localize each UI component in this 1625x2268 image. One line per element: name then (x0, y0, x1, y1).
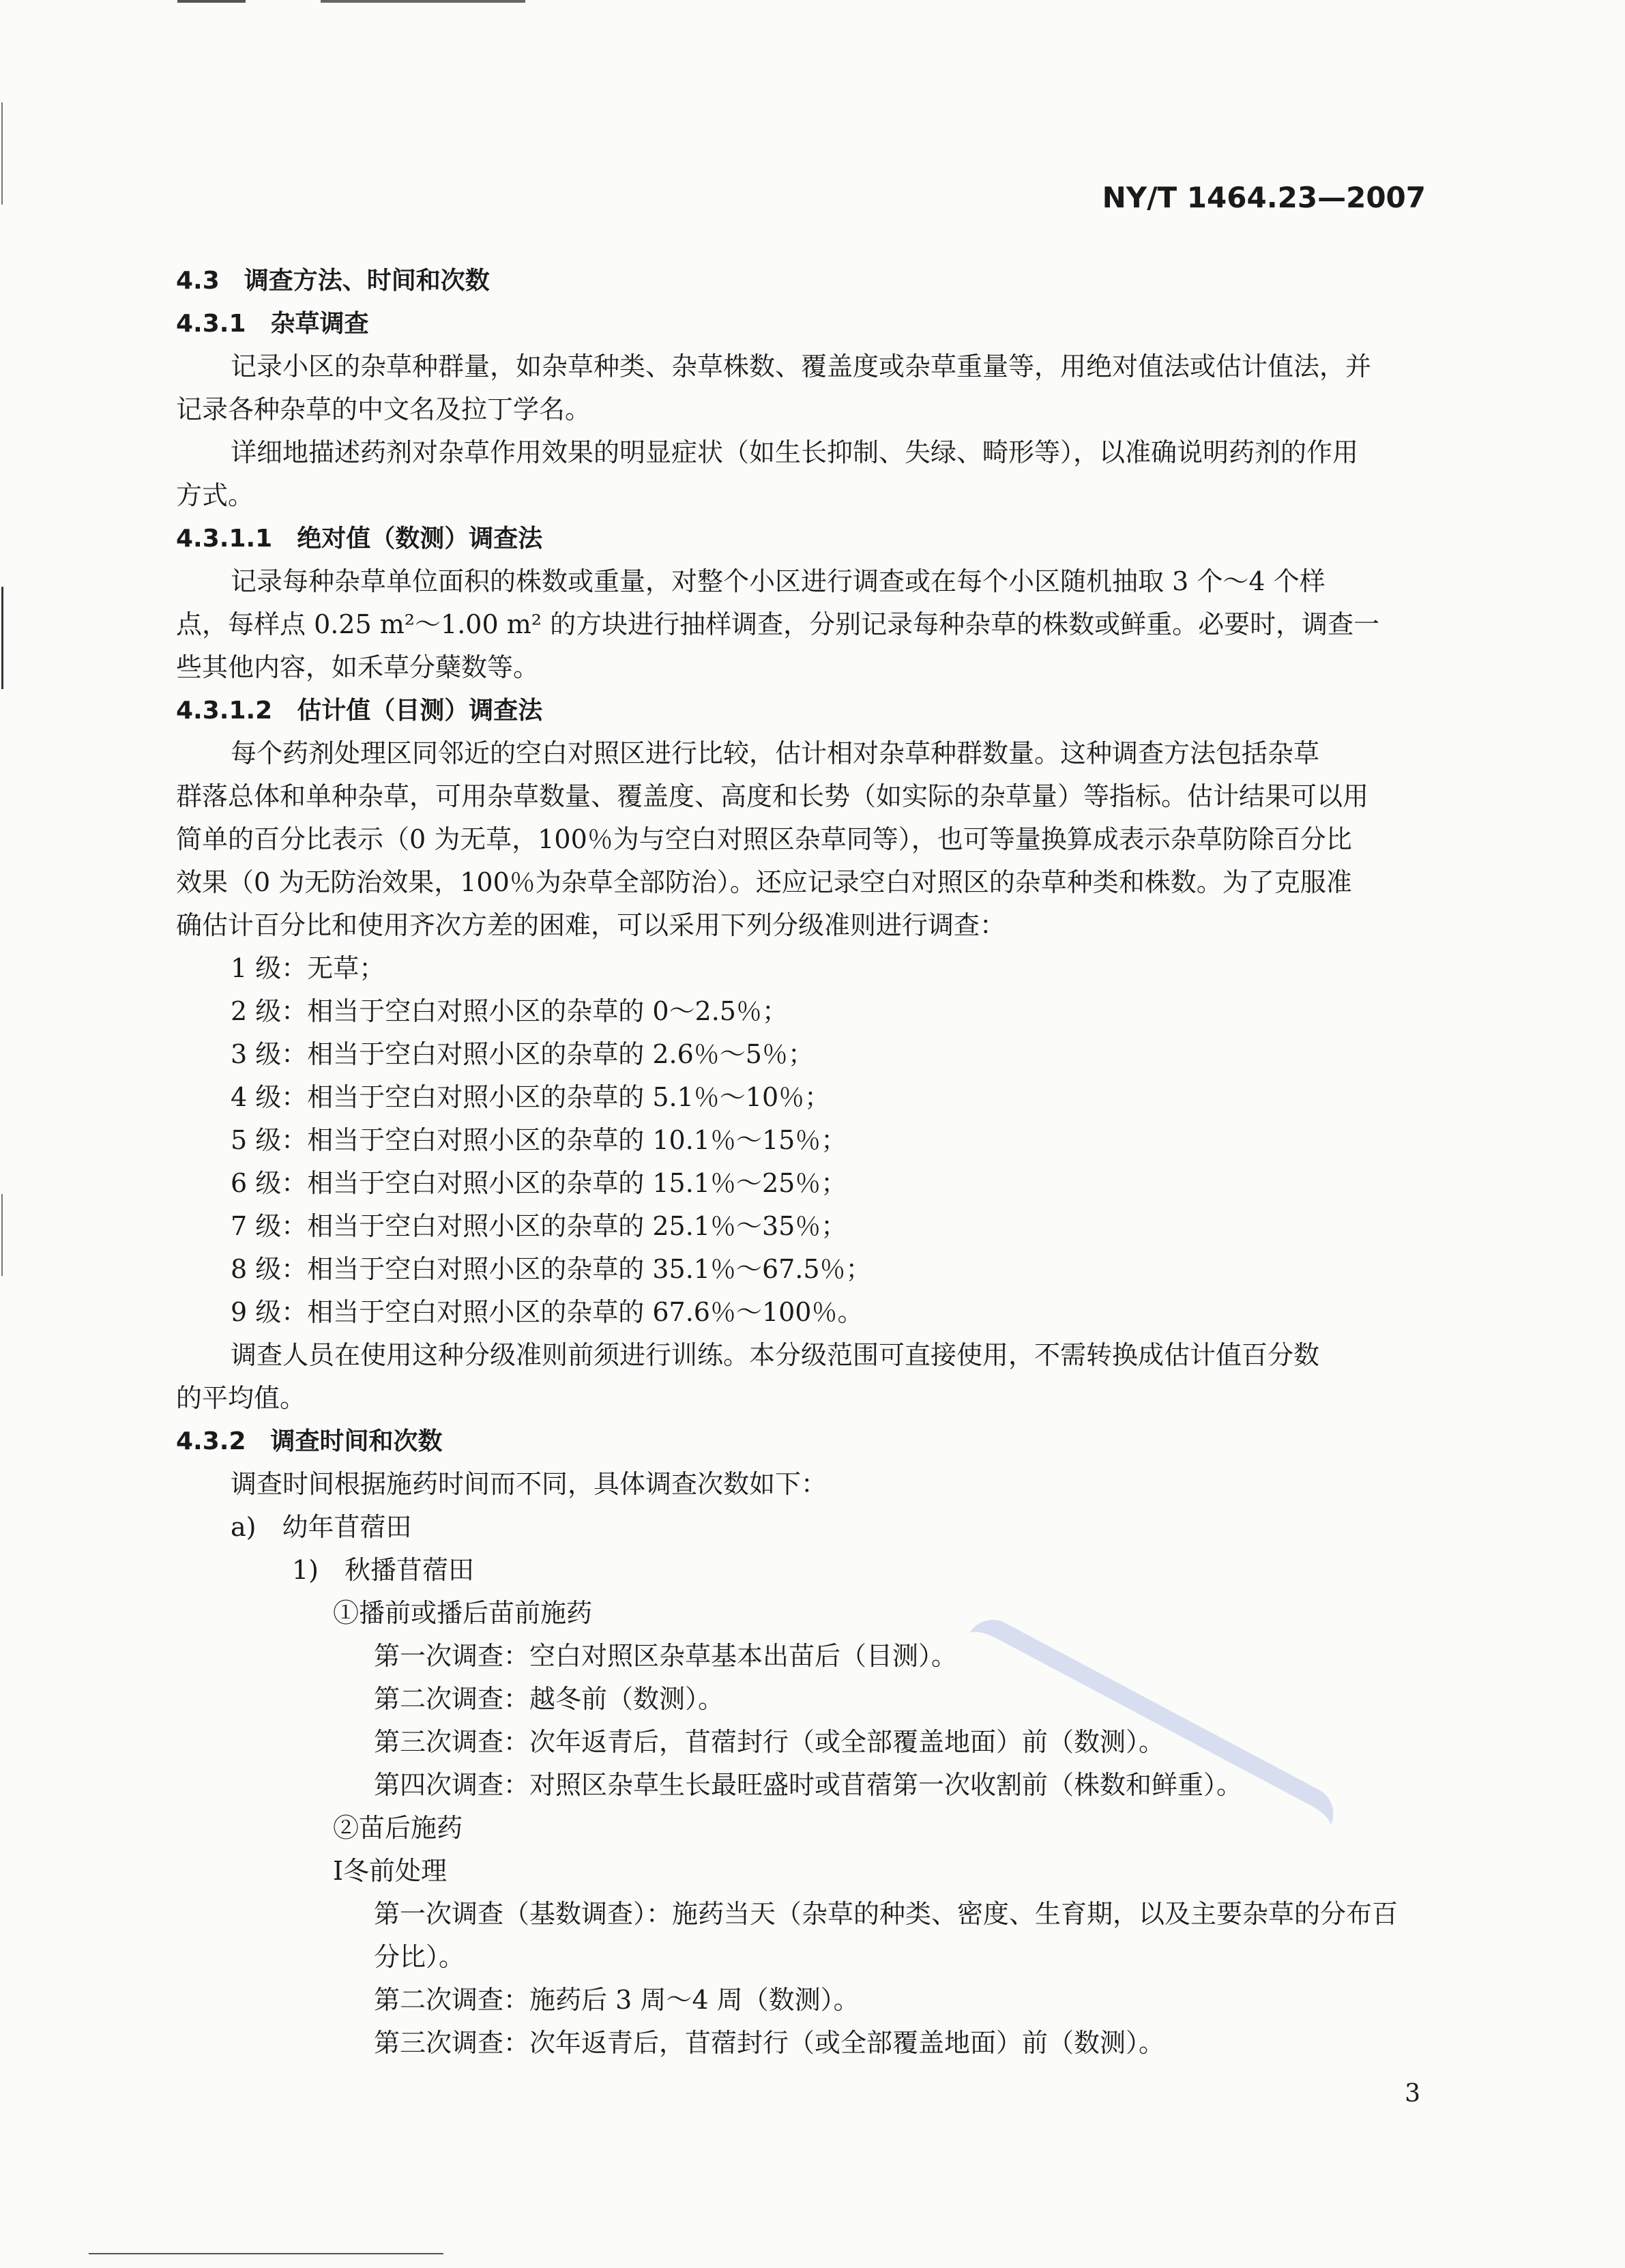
section-heading: 4.3.2 调查时间和次数 (176, 1427, 443, 1455)
text-line: 记录小区的杂草种群量，如杂草种类、杂草株数、覆盖度或杂草重量等，用绝对值法或估计值法，并 (231, 351, 1372, 381)
text-line: 第三次调查：次年返青后，苜蓿封行（或全部覆盖地面）前（数测）。 (374, 2028, 1165, 2058)
text-line: 3 级：相当于空白对照小区的杂草的 2.6％～5％； (231, 1039, 814, 1069)
text-line: 第四次调查：对照区杂草生长最旺盛时或苜蓿第一次收割前（株数和鲜重）。 (374, 1770, 1243, 1800)
text-line: 记录各种杂草的中文名及拉丁学名。 (176, 394, 591, 424)
text-line: 第三次调查：次年返青后，苜蓿封行（或全部覆盖地面）前（数测）。 (374, 1727, 1165, 1757)
text-line: 效果（0 为无防治效果，100％为杂草全部防治）。还应记录空白对照区的杂草种类和株数。为了克服准 (176, 867, 1352, 897)
text-line: Ⅰ冬前处理 (333, 1856, 448, 1886)
scan-edge-left (1, 587, 3, 689)
text-line: 分比）。 (374, 1942, 465, 1972)
text-line: 第二次调查：越冬前（数测）。 (374, 1684, 724, 1714)
text-line: 5 级：相当于空白对照小区的杂草的 10.1％～15％； (231, 1125, 847, 1155)
text-line: 2 级：相当于空白对照小区的杂草的 0～2.5％； (231, 996, 788, 1026)
scan-edge-left (1, 102, 3, 205)
section-heading: 4.3.1.1 绝对值（数测）调查法 (176, 525, 543, 553)
scan-edge-top (177, 0, 246, 3)
section-heading: 4.3.1.2 估计值（目测）调查法 (176, 697, 543, 725)
page-number: 3 (1405, 2080, 1420, 2108)
text-line: 的平均值。 (176, 1383, 306, 1413)
text-line: 详细地描述药剂对杂草作用效果的明显症状（如生长抑制、失绿、畸形等），以准确说明药剂的作用 (231, 437, 1359, 467)
text-line: 调查人员在使用这种分级准则前须进行训练。本分级范围可直接使用，不需转换成估计值百分数 (231, 1340, 1320, 1370)
text-line: a) 幼年苜蓿田 (231, 1512, 412, 1542)
text-line: 1 级：无草； (231, 953, 385, 983)
text-line: 些其他内容，如禾草分蘖数等。 (176, 652, 540, 682)
text-line: 1) 秋播苜蓿田 (292, 1555, 475, 1585)
text-line: 8 级：相当于空白对照小区的杂草的 35.1％～67.5％； (231, 1254, 872, 1284)
standard-code: NY/T 1464.23—2007 (1102, 181, 1426, 214)
scan-edge-bottom (89, 2253, 443, 2254)
text-line: 第二次调查：施药后 3 周～4 周（数测）。 (374, 1985, 860, 2015)
text-line: 9 级：相当于空白对照小区的杂草的 67.6％～100％。 (231, 1297, 864, 1327)
text-line: 每个药剂处理区同邻近的空白对照区进行比较，估计相对杂草种群数量。这种调查方法包括杂草 (231, 738, 1320, 768)
section-heading: 4.3.1 杂草调查 (176, 310, 369, 338)
text-line: 4 级：相当于空白对照小区的杂草的 5.1％～10％； (231, 1082, 831, 1112)
text-line: 第一次调查（基数调查）：施药当天（杂草的种类、密度、生育期，以及主要杂草的分布百 (374, 1899, 1399, 1929)
text-line: 方式。 (176, 480, 254, 510)
text-line: 调查时间根据施药时间而不同，具体调查次数如下： (231, 1469, 828, 1499)
text-line: 6 级：相当于空白对照小区的杂草的 15.1％～25％； (231, 1168, 847, 1198)
scan-edge-left (1, 1194, 3, 1276)
text-line: 确估计百分比和使用齐次方差的困难，可以采用下列分级准则进行调查： (176, 910, 1006, 940)
text-line: 群落总体和单种杂草，可用杂草数量、覆盖度、高度和长势（如实际的杂草量）等指标。估计结果可以用 (176, 781, 1369, 811)
scan-edge-top (321, 0, 525, 3)
text-line: 第一次调查：空白对照区杂草基本出苗后（目测）。 (374, 1641, 958, 1671)
text-line: 记录每种杂草单位面积的株数或重量，对整个小区进行调查或在每个小区随机抽取 3 个～4 个样 (231, 566, 1326, 596)
text-line: 7 级：相当于空白对照小区的杂草的 25.1％～35％； (231, 1211, 847, 1241)
text-line: 点，每样点 0.25 m²～1.00 m² 的方块进行抽样调查，分别记录每种杂草的株数或鲜重。必要时，调查一 (176, 609, 1380, 639)
text-line: 简单的百分比表示（0 为无草，100％为与空白对照区杂草同等），也可等量换算成表示杂草防除百分比 (176, 824, 1352, 854)
text-line: ②苗后施药 (333, 1813, 463, 1843)
section-heading: 4.3 调查方法、时间和次数 (176, 267, 490, 295)
text-line: ①播前或播后苗前施药 (333, 1598, 593, 1628)
